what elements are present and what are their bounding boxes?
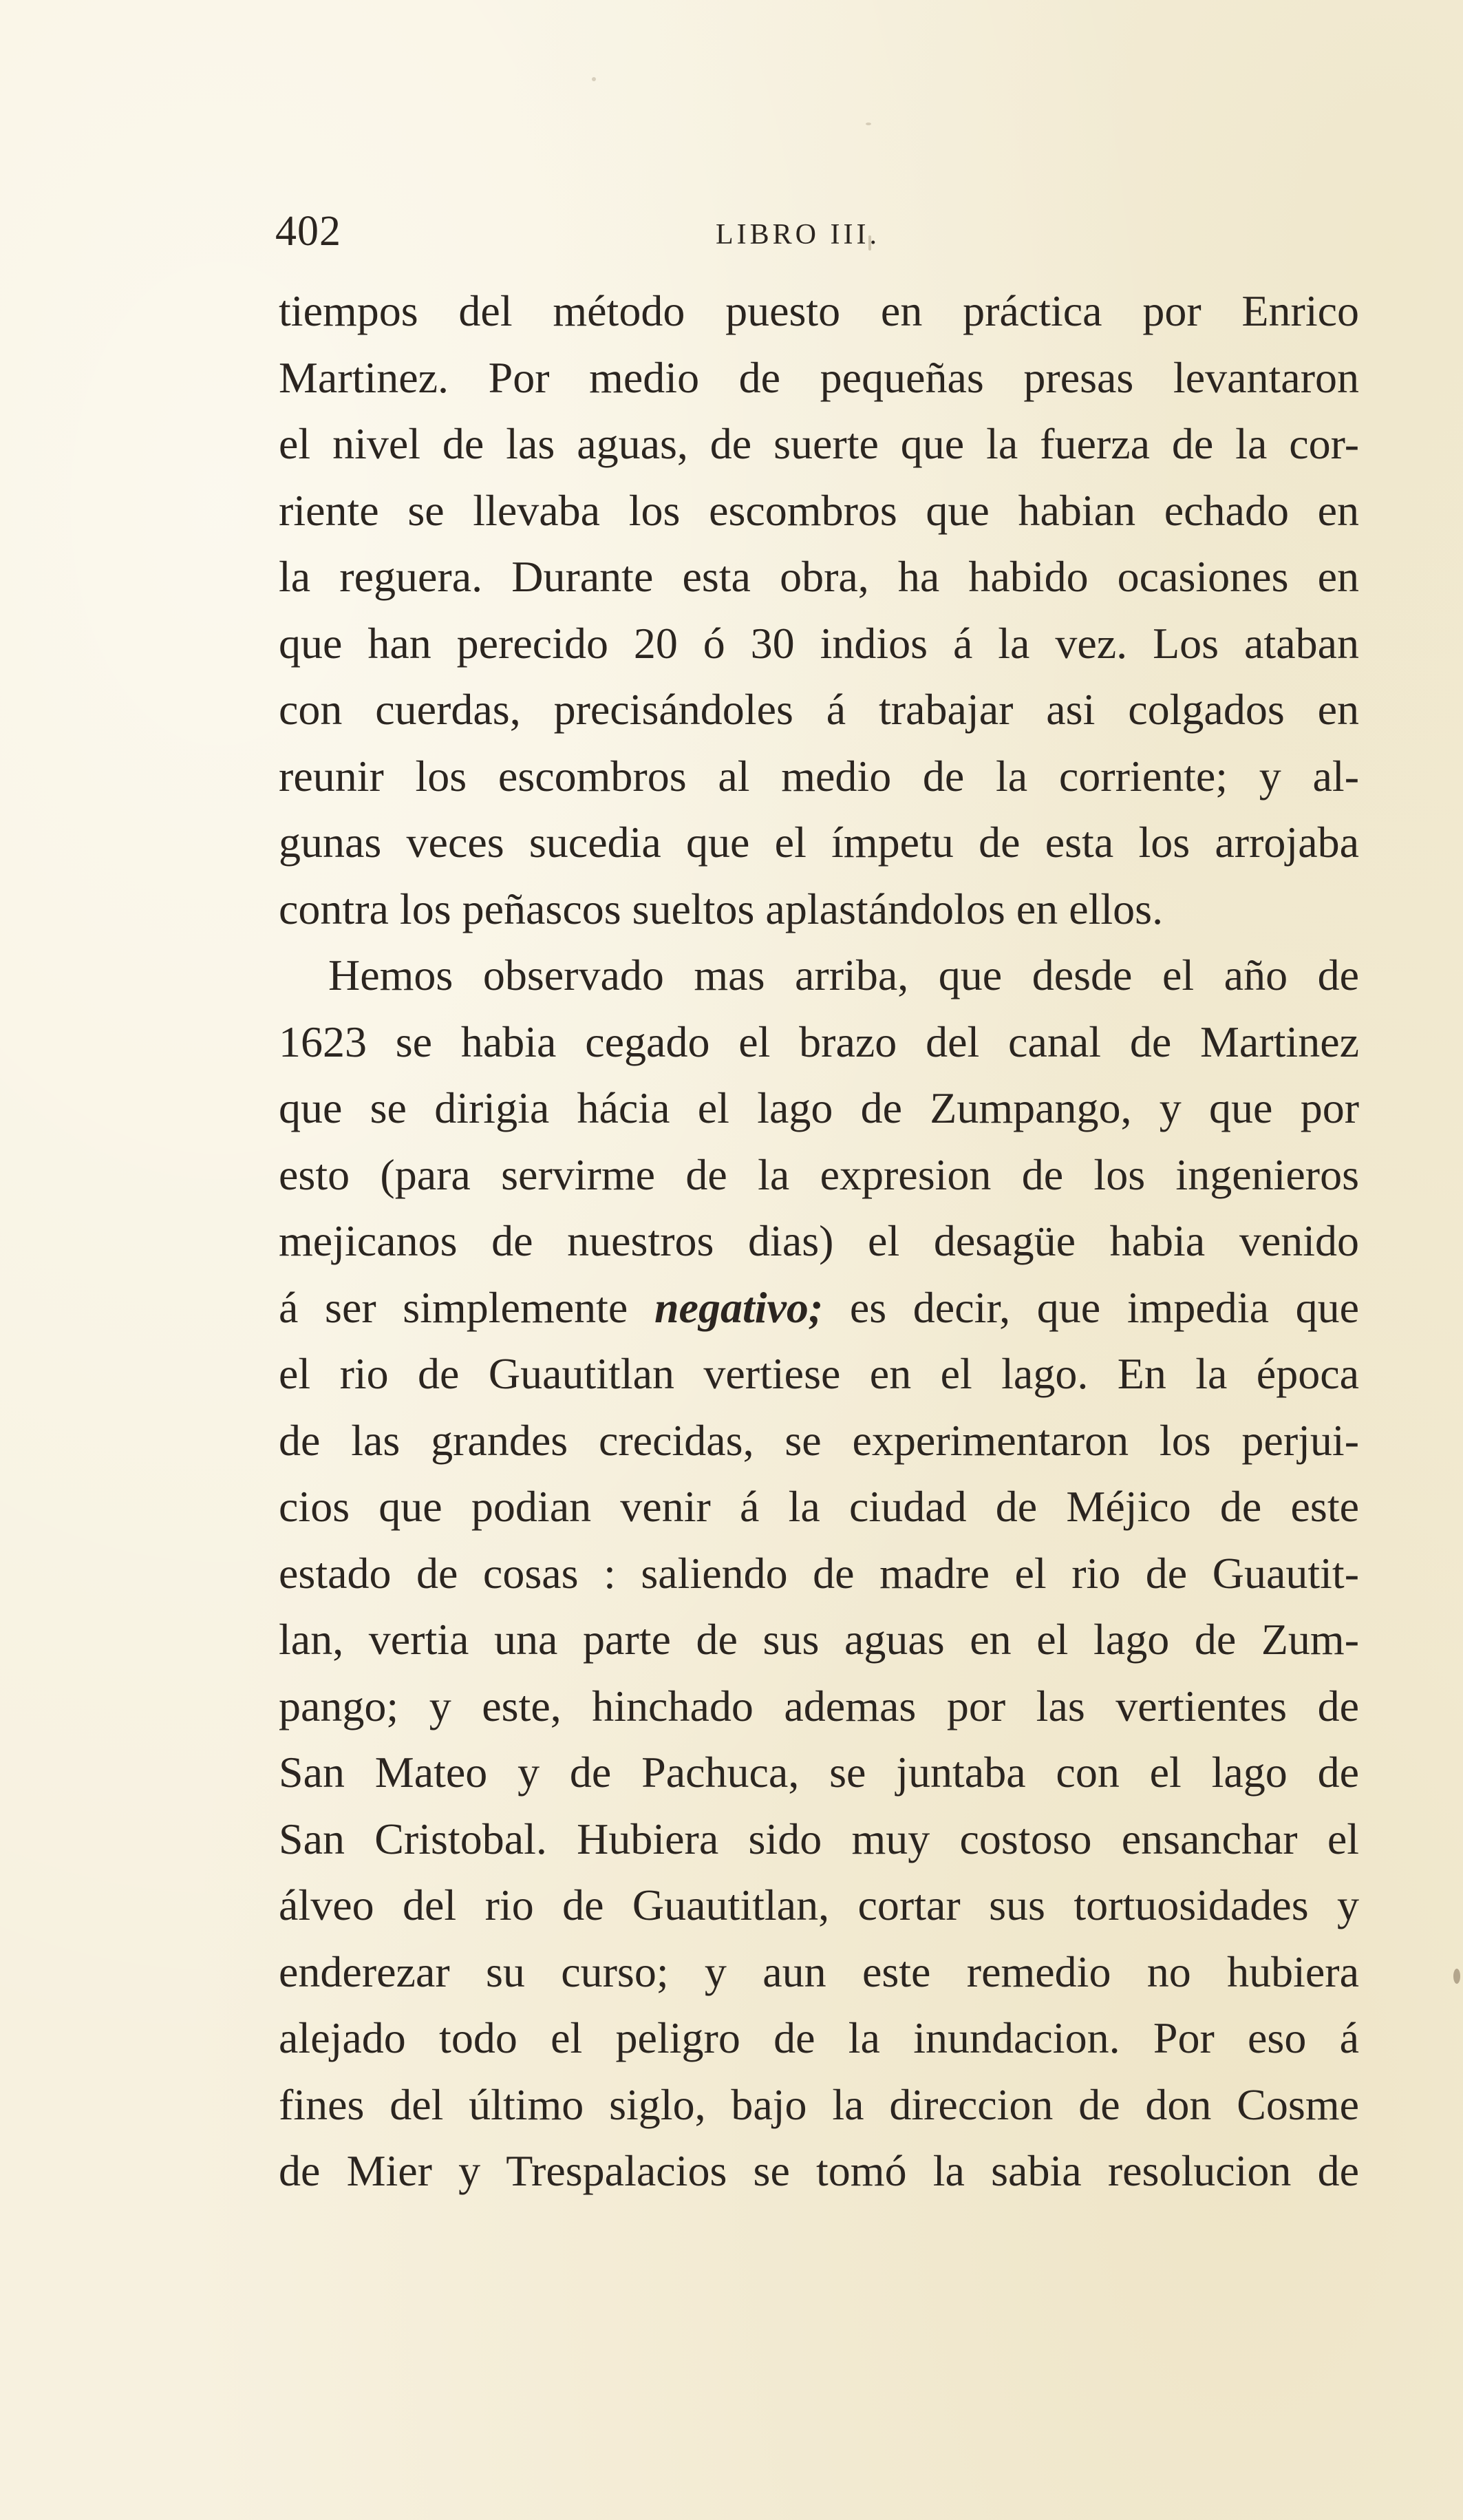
running-head: LIBRO III.	[716, 219, 880, 251]
text-line: gunas veces sucedia que el ímpetu de esta los arrojaba	[279, 818, 1359, 867]
text-line: 1623 se habia cegado el brazo del canal de Martinez	[279, 1017, 1359, 1066]
text-line: contra los peñascos sueltos aplastándolos en ellos.	[279, 884, 1164, 933]
text-line: el rio de Guautitlan vertiese en el lago. En la época	[279, 1349, 1359, 1398]
page-number: 402	[275, 208, 341, 255]
text-line: riente se llevaba los escombros que habian echado en	[279, 485, 1359, 535]
text-line-with-emphasis	[279, 1275, 1359, 1342]
page-header	[275, 204, 1363, 259]
text-line: cios que podian venir á la ciudad de Méjico de este	[279, 1482, 1359, 1531]
text-line: Martinez. Por medio de pequeñas presas levantaron	[279, 352, 1359, 402]
body-text	[279, 278, 1359, 2205]
ink-speck	[866, 123, 871, 125]
text-line: tiempos del método puesto en práctica por Enrico	[279, 286, 1359, 335]
text-line: reunir los escombros al medio de la corriente; y al-	[279, 751, 1359, 801]
text-line: San Mateo y de Pachuca, se juntaba con el lago de	[279, 1748, 1359, 1797]
emphasized-word: negativo;	[654, 1282, 824, 1332]
text-segment: es decir, que impedia que	[823, 1282, 1360, 1332]
text-line: San Cristobal. Hubiera sido muy costoso ensanchar el	[279, 1814, 1359, 1863]
text-line: de Mier y Trespalacios se tomó la sabia resolucion de	[279, 2146, 1359, 2195]
paragraph-first-line: Hemos observado mas arriba, que desde el año de	[328, 951, 1359, 999]
text-line: enderezar su curso; y aun este remedio no hubiera	[279, 1947, 1359, 1996]
text-line: que han perecido 20 ó 30 indios á la vez. Los ataban	[279, 618, 1359, 668]
text-line: lan, vertia una parte de sus aguas en el lago de Zum-	[279, 1615, 1359, 1664]
text-line: que se dirigia hácia el lago de Zumpango, y que por	[279, 1083, 1359, 1132]
text-segment: á ser simplemente	[279, 1282, 654, 1332]
ink-speck	[1453, 1969, 1460, 1984]
text-line: álveo del rio de Guautitlan, cortar sus tortuosidades y	[279, 1881, 1359, 1929]
text-line: de las grandes crecidas, se experimentaron los perjui-	[279, 1415, 1359, 1465]
ink-speck	[592, 77, 596, 81]
text-line: estado de cosas : saliendo de madre el rio de Guautit-	[279, 1548, 1359, 1598]
text-line: con cuerdas, precisándoles á trabajar asi colgados en	[279, 685, 1359, 734]
text-line: pango; y este, hinchado ademas por las vertientes de	[279, 1681, 1359, 1730]
text-line: alejado todo el peligro de la inundacion. Por eso á	[279, 2013, 1359, 2062]
text-line: la reguera. Durante esta obra, ha habido ocasiones en	[279, 552, 1359, 601]
text-line: mejicanos de nuestros dias) el desagüe habia venido	[279, 1216, 1359, 1265]
text-line: fines del último siglo, bajo la direccion de don Cosme	[279, 2079, 1359, 2129]
text-line: el nivel de las aguas, de suerte que la fuerza de la cor-	[279, 419, 1359, 468]
text-line: esto (para servirme de la expresion de los ingenieros	[279, 1150, 1359, 1199]
